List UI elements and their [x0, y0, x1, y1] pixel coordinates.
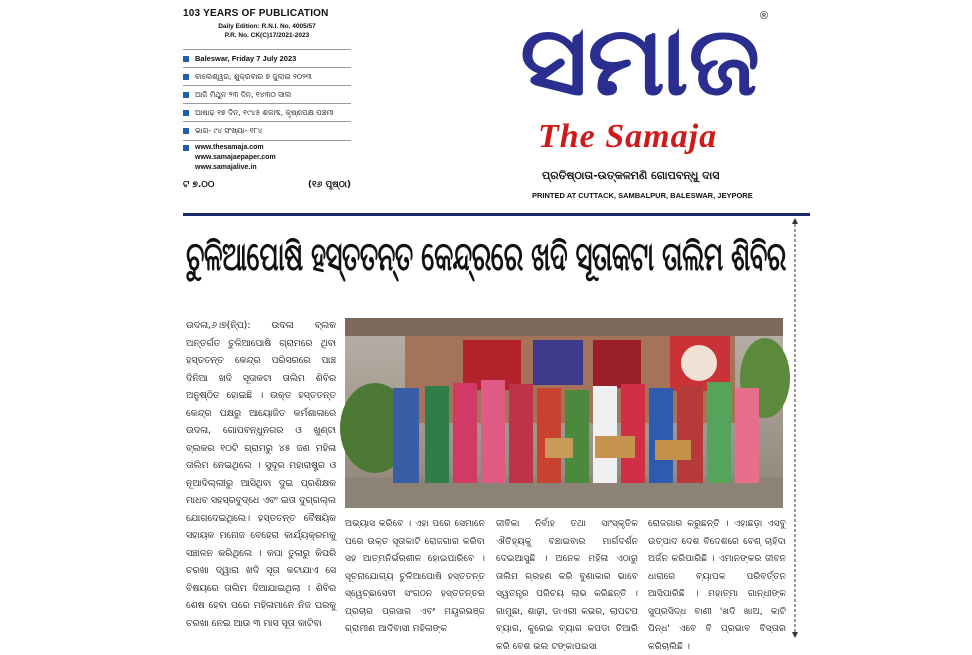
info-row-date-english: Baleswar, Friday 7 July 2023	[183, 49, 351, 67]
founder-tagline: ପ୍ରତିଷ୍ଠାତା-ଉତ୍କଳମଣି ଗୋପବନ୍ଧୁ ଦାସ	[542, 169, 720, 182]
newspaper-logo	[520, 6, 780, 201]
article-column-3: ଜୀବିକା ନିର୍ବାହ ତଥା ସାଂସ୍କୃତିକ ଐତିହ୍ୟକୁ ବଞ୍ଚାଇବାର ମାର୍ଗଦର୍ଶନ ଦେଇଆସୁଛି । ଅନେକ ମହିଳା ଏଠାରୁ ତାଲିମ ଗ୍ରହଣ କରି ବୁଣାକାର ଭାବେ ସ୍ୱତନ୍ତ୍ର ପରିଚୟ ଲାଭ କରିଛନ୍ତି । ଗାମୁଛା, ଶାଢ଼ୀ, ଡାଏରୀ କଭର, ଲାପଟପ ବ୍ୟାଗ, କୁରେଇ ବ୍ୟାଗ କପଡା ତିଆରି କରି ବେଶ ଭଲ ଟଙ୍କାପଇସା	[496, 518, 638, 652]
info-row-date-odia: ବାଲେଶ୍ୱର, ଶୁକ୍ରବାର ୭ ଜୁଲାଇ ୨୦୨୩	[183, 67, 351, 85]
logo-odia-text: ସମାଜ	[520, 5, 760, 117]
masthead-left	[183, 8, 351, 40]
date-info-list	[183, 49, 351, 139]
website-link[interactable]: www.thesamaja.com	[183, 143, 351, 153]
info-row-mithuna: ଆଜି ମିଥୁନ ୨୩ ଦିନ, ୧୪୩୦ ସାଲ	[183, 85, 351, 103]
masthead-divider	[183, 213, 810, 216]
article-headline: ଚୁଳିଆପୋଷି ହସ୍ତତନ୍ତ କେନ୍ଦ୍ରରେ ଖଦି ସୂତାକଟା ତାଲିମ ଶିବିର	[186, 234, 786, 280]
samaja-odia-logo-icon	[520, 5, 770, 117]
logo-english-text: The Samaja	[538, 118, 718, 155]
article-photo	[345, 318, 783, 508]
price-row	[183, 180, 351, 190]
info-row-volume: ଭାଗ- ୯୪ ସଂଖ୍ୟା- ୧୮୪	[183, 121, 351, 139]
article-column-4: ରୋଜଗାର କରୁଛନ୍ତି । ଏହାଛଡ଼ା ଏସବୁ ଉତ୍ପାଦ ଦେଶ ବିଦେଶରେ ବେଶ୍ ଚାହିଦା ଅର୍ଜନ କରିପାରିଛି । ଏମାନଙ୍କର ଜୀବନ ଧାରାରେ ବ୍ୟାପକ ପରିବର୍ତ୍ତନ ଆସିପାରିଛି । ମହାତ୍ମା ଗାନ୍ଧୀଙ୍କ ସୁପ୍ରସିଦ୍ଧ ବାଣୀ 'ଖଦି ଖାଅ, କାଟି ପିନ୍ଧ' ଏବେ ବି ପ୍ରଭାବ ବିସ୍ତାର କରିଚାଲିଛି ।	[648, 518, 786, 652]
publication-years: 103 YEARS OF PUBLICATION	[183, 8, 329, 19]
bullet-icon	[183, 74, 189, 80]
info-row-ashadha: ଆଷାଢ଼ ୧୭ ଦିନ, ୧୯୪୫ ଶକାବ୍ଦ, କୃଷ୍ଣପକ୍ଷ ପଞ୍ଚମୀ	[183, 103, 351, 121]
price: ଟ ୭.୦୦	[183, 180, 215, 190]
pr-number: P.R. No. CK(C)17/2021-2023	[224, 32, 310, 39]
website-list	[183, 140, 351, 173]
edition-info: Daily Edition: R.N.I. No. 4005/57	[218, 23, 316, 30]
page-count: (୧୬ ପୃଷ୍ଠା)	[307, 180, 351, 190]
bullet-icon	[183, 92, 189, 98]
bullet-icon	[183, 110, 189, 116]
article-column-1: ଉଦଳା,୬।୭(ନି୍ପ): ଉଦଳା ବ୍ଲକ ଅନ୍ତର୍ଗତ ଚୁଳିଆପୋଷି ଗ୍ରାମରେ ଥିବା ହସ୍ତତନ୍ତ କେନ୍ଦ୍ର ପରିସରରେ ପାଞ୍ଚ ଦିନିଆ ଖଦି ସୂତାକଟା ତାଲିମ ଶିବିର ଅନୁଷ୍ଠିତ ହୋଇଛି । ଉକ୍ତ ହସ୍ତତନ୍ତ କେନ୍ଦ୍ର ପକ୍ଷରୁ ଆୟୋଜିତ କର୍ମଶାଳାରେ ଉଦଳା, ଗୋପବନ୍ଧୁନଗର ଓ ଖୁଣ୍ଟା ବ୍ଲକର ୧୦ଟି ଗ୍ରାମରୁ ୪୫ ଜଣ ମହିଳା ତାଲିମ ନେଇଥିଲେ । ସୁଦୂର ମହାରାଷ୍ଟ୍ର ଓ ନୂଆଦିଲ୍ଲୀରୁ ଆସିଥିବା ଦୁଇ ପ୍ରଶିକ୍ଷକ ମାଧବ ସହସ୍ରବୁଦ୍ଧେ ଏବଂ ଇତା ଦୁଗ୍ଗଲ୍ଲ ଯୋଗଦେଇଥିଲେ। ହସ୍ତତନ୍ତ ବୈଷୟିକ ସହାୟକ ମନୋଜ ବେହେରା କାର୍ଯ୍ୟକ୍ରମକୁ ସଞ୍ଚାଳନ କରିଥିଲେ । କପା ତୁଳାରୁ କିପରି ଚରଖା ଦ୍ୱାରା ଖଦି ସୂତା କଟାଯାଏ ସେ ବିଷୟରେ ତାଲିମ ଦିଆଯାଇଥିଲା । ଶିବିର ଶେଷ ହେବା ପରେ ମହିଳାମାନେ ନିଜ ଘରକୁ ଚରଖା ନେଇ ଆଉ ୩ ମାସ ସୂତା କାଟିବା	[186, 320, 336, 629]
bullet-icon	[183, 56, 189, 62]
article-column-2: ଅଭ୍ୟାସ କରିବେ । ଏହା ପରେ ସେମାନେ ପରେ ଉକ୍ତ ସୂତାକାଟି ରୋଜଗାର କରିବା ସହ ଆତ୍ମନିର୍ଭରଶୀଳ ହୋଇପାରିବେ । ସୂଚନାଯୋଗ୍ୟ ଚୁଳିଆପୋଷି ହସ୍ତତନ୍ତ ସ୍ୱେଚ୍ଛାସେବୀ ସଂଗଠନ ହସ୍ତତନ୍ତର ପ୍ରଚାର ପ୍ରସାର ଏବଂ ମୟୂରଭଞ୍ଜ ଗ୍ରାମୀଣ ଆଦିବାସୀ ମହିଳାଙ୍କ	[345, 518, 485, 634]
registered-mark: ®	[760, 10, 769, 22]
cut-guide-line	[792, 218, 798, 638]
printed-at: PRINTED AT CUTTACK, SAMBALPUR, BALESWAR, JEYPORE	[532, 191, 753, 200]
group-photo-image	[345, 318, 783, 508]
website-link[interactable]: www.samajaepaper.com	[195, 154, 276, 161]
website-link[interactable]: www.samajalive.in	[195, 164, 257, 171]
bullet-icon	[183, 145, 189, 151]
bullet-icon	[183, 128, 189, 134]
